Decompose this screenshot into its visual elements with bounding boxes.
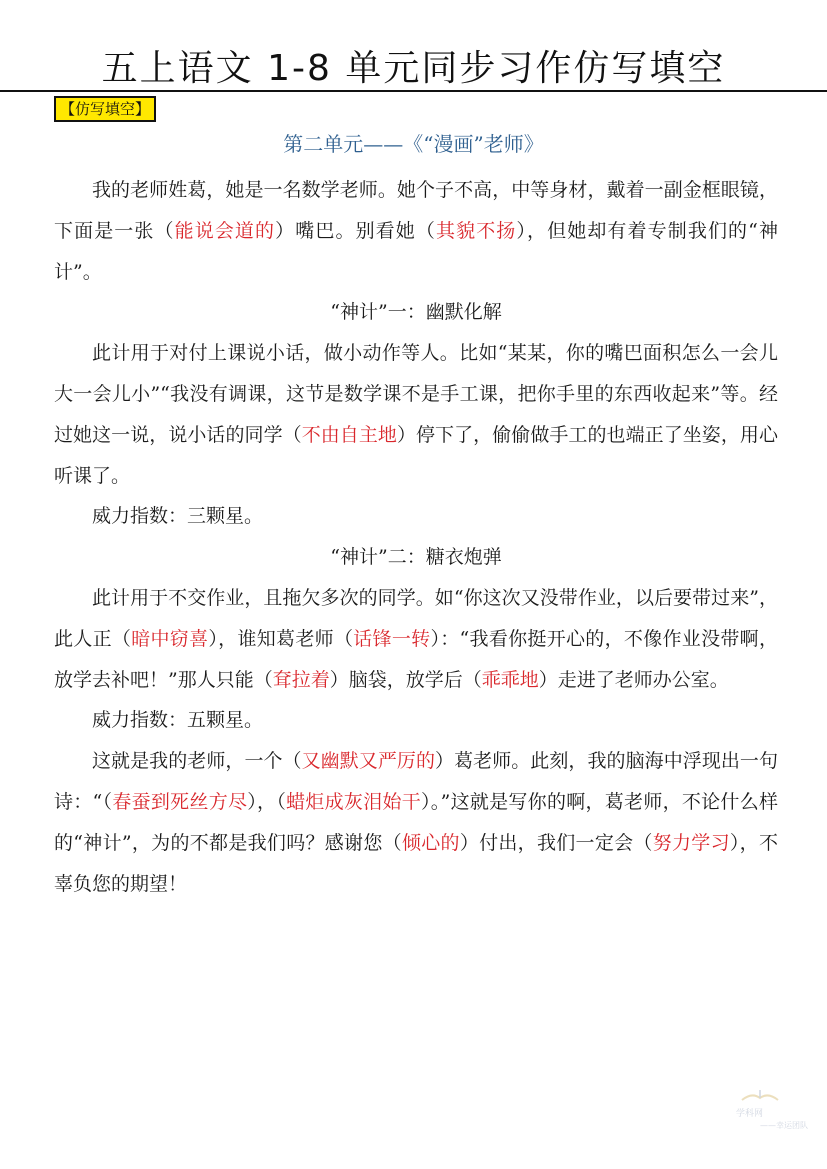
text-segment: “神计”一：幽默化解 xyxy=(330,301,502,324)
text-segment: ）嘴巴。别看她（ xyxy=(275,219,436,242)
answer-fill: 不由自主地 xyxy=(301,423,397,446)
essay-paragraph xyxy=(54,333,778,496)
watermark xyxy=(730,1088,810,1134)
text-segment: 威力指数：三颗星。 xyxy=(92,505,264,528)
answer-fill: 春蚕到死丝方尽 xyxy=(112,790,248,813)
section-heading xyxy=(54,537,778,578)
text-segment: ）付出，我们一定会（ xyxy=(459,831,653,854)
text-segment: ）脑袋，放学后（ xyxy=(329,668,482,691)
essay-paragraph xyxy=(54,700,778,741)
answer-fill: 其貌不扬 xyxy=(435,219,517,242)
text-segment: ），（ xyxy=(247,790,287,813)
answer-fill: 乖乖地 xyxy=(481,668,539,691)
answer-fill: 能说会道的 xyxy=(174,219,276,242)
section-tag: 【仿写填空】 xyxy=(54,96,156,122)
title-divider xyxy=(0,90,827,92)
text-segment: ）：“我看你挺开心的，不像作业没带啊，放学去补吧！”那人只能（ xyxy=(54,627,778,691)
answer-fill: 努力学习 xyxy=(652,831,730,854)
document-title: 五上语文 1-8 单元同步习作仿写填空 xyxy=(101,48,726,89)
section-heading xyxy=(54,292,778,333)
essay-paragraph xyxy=(54,496,778,537)
text-segment: 此计用于不交作业，且拖欠多次的同学。如“你这次又没带作业，以后要带过来”，此人正（ xyxy=(54,586,778,650)
answer-fill: 话锋一转 xyxy=(353,627,431,650)
essay-paragraph xyxy=(54,170,778,292)
essay-body xyxy=(54,170,778,904)
text-segment: 这就是我的老师，一个（ xyxy=(92,750,302,773)
text-segment: ）停下了，偷偷做手工的也端正了坐姿，用心听课了。 xyxy=(54,423,778,487)
essay-paragraph xyxy=(54,741,778,904)
text-segment: ），不辜负您的期望！ xyxy=(54,831,778,895)
text-segment: ）走进了老师办公室。 xyxy=(538,668,729,691)
watermark-line1: 学科网 xyxy=(736,1109,764,1119)
watermark-line2: ——幸运团队 xyxy=(760,1121,808,1130)
answer-fill: 耷拉着 xyxy=(272,668,330,691)
text-segment: ）葛老师。此刻，我的脑海中浮现出一句诗：“（ xyxy=(54,750,778,813)
text-segment: ）。”这就是写你的啊，葛老师，不论什么样的“神计”，为的不都是我们吗？感谢您（ xyxy=(54,790,778,854)
essay-paragraph xyxy=(54,578,778,700)
answer-fill: 暗中窃喜 xyxy=(131,627,209,650)
text-segment: 威力指数：五颗星。 xyxy=(92,709,264,732)
text-segment: ），谁知葛老师（ xyxy=(208,627,354,650)
text-segment: “神计”二：糖衣炮弹 xyxy=(330,546,502,569)
book-logo-icon xyxy=(740,1088,780,1104)
answer-fill: 倾心的 xyxy=(401,831,460,854)
answer-fill: 蜡炬成灰泪始干 xyxy=(286,790,422,813)
text-segment: 此计用于对付上课说小话，做小动作等人。比如“某某，你的嘴巴面积怎么一会儿大一会儿小”“我没有调课，这节是数学课不是手工课，把你手里的东西收起来”等。经过她这一说，说小话的同学（ xyxy=(54,342,778,446)
answer-fill: 又幽默又严厉的 xyxy=(301,750,436,773)
text-segment: 我的老师姓葛，她是一名数学老师。她个子不高，中等身材，戴着一副金框眼镜，下面是一张（ xyxy=(54,179,778,242)
unit-title: 第二单元——《“漫画”老师》 xyxy=(283,132,544,156)
text-segment: ），但她却有着专制我们的“神计”。 xyxy=(54,219,778,283)
